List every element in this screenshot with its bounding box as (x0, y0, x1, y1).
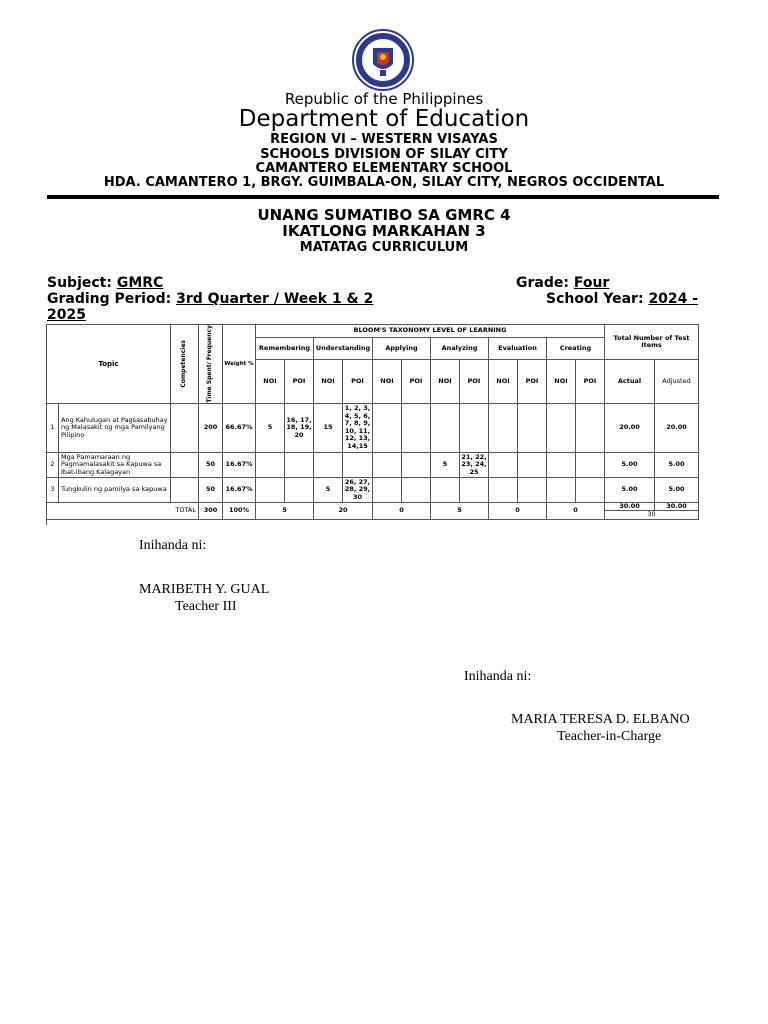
understanding-noi: 15 (314, 403, 343, 452)
creating-noi (547, 452, 576, 477)
topic-cell: Ang Kahulugan at Pagsasabuhay ng Malasakit ng mga Pamilyang Pilipino (59, 403, 171, 452)
header-divider (47, 195, 719, 199)
noi-header: NOI (431, 360, 460, 404)
poi-header: POI (460, 360, 489, 404)
remembering-noi: 5 (256, 403, 285, 452)
competencies-cell (171, 403, 199, 452)
evaluation-poi (518, 477, 547, 502)
school-year-value: 2024 - (648, 291, 699, 307)
total-weight: 100% (223, 502, 256, 519)
noi-header: NOI (314, 360, 343, 404)
time-cell: 200 (199, 403, 223, 452)
noi-header: NOI (547, 360, 576, 404)
address-line: HDA. CAMANTERO 1, BRGY. GUIMBALA-ON, SILAY CITY, NEGROS OCCIDENTAL (103, 175, 665, 190)
evaluation-poi (518, 452, 547, 477)
time-cell: 50 (199, 452, 223, 477)
creating-header: Creating (547, 337, 605, 360)
actual-cell: 5.00 (605, 477, 655, 502)
school-year-info (546, 291, 698, 307)
noted-by-label: Inihanda ni: (464, 669, 532, 684)
noter-name: MARIA TERESA D. ELBANO (511, 712, 690, 727)
noi-header: NOI (489, 360, 518, 404)
applying-poi (402, 452, 431, 477)
region-line: REGION VI – WESTERN VISAYAS (270, 132, 498, 147)
total-label: TOTAL (47, 502, 199, 519)
analyzing-noi (431, 403, 460, 452)
applying-header: Applying (373, 337, 431, 360)
school-year-cont (47, 307, 86, 323)
row-number: 3 (47, 477, 59, 502)
remembering-header: Remembering (256, 337, 314, 360)
competencies-header: Competencies (171, 325, 199, 404)
preparer-title: Teacher III (175, 599, 237, 614)
poi-header: POI (402, 360, 431, 404)
grading-period-info (47, 291, 373, 307)
understanding-poi: 26, 27, 28, 29, 30 (343, 477, 373, 502)
creating-noi (547, 477, 576, 502)
applying-noi (373, 452, 402, 477)
subject-label: Subject: (47, 275, 112, 291)
total-adjusted: 30.00 (655, 502, 699, 510)
understanding-noi: 5 (314, 477, 343, 502)
overall-total: 30 (605, 511, 699, 519)
applying-poi (402, 477, 431, 502)
total-items-header: Total Number of Test Items (605, 325, 699, 360)
analyzing-header: Analyzing (431, 337, 489, 360)
applying-poi (402, 403, 431, 452)
remembering-noi (256, 477, 285, 502)
topic-cell: Tungkulin ng pamilya sa kapuwa (59, 477, 171, 502)
evaluation-noi (489, 452, 518, 477)
grade-info (516, 275, 609, 291)
subject-info (47, 275, 163, 291)
creating-poi (576, 452, 605, 477)
poi-header: POI (285, 360, 314, 404)
adjusted-cell: 20.00 (655, 403, 699, 452)
total-time: 300 (199, 502, 223, 519)
table-row (47, 452, 699, 477)
division-line: SCHOOLS DIVISION OF SILAY CITY (260, 147, 508, 162)
adjusted-cell: 5.00 (655, 477, 699, 502)
deped-seal-logo (347, 28, 419, 92)
blooms-header: BLOOM'S TAXONOMY LEVEL OF LEARNING (256, 325, 605, 338)
poi-header: POI (518, 360, 547, 404)
noi-header: NOI (373, 360, 402, 404)
analyzing-poi (460, 403, 489, 452)
poi-header: POI (576, 360, 605, 404)
total-actual: 30.00 (605, 502, 655, 510)
topic-header: Topic (47, 325, 171, 404)
actual-cell: 20.00 (605, 403, 655, 452)
understanding-header: Understanding (314, 337, 373, 360)
grading-period-value: 3rd Quarter / Week 1 & 2 (176, 291, 374, 307)
adjusted-header: Adjusted (655, 360, 699, 404)
prepared-by-label: Inihanda ni: (139, 538, 207, 553)
weight-cell: 16.67% (223, 452, 256, 477)
evaluation-noi (489, 403, 518, 452)
weight-cell: 16.67% (223, 477, 256, 502)
competencies-cell (171, 452, 199, 477)
creating-noi (547, 403, 576, 452)
grade-label: Grade: (516, 275, 569, 291)
total-understanding: 20 (314, 502, 373, 519)
creating-poi (576, 403, 605, 452)
grading-period-label: Grading Period: (47, 291, 172, 307)
total-row (47, 502, 699, 510)
actual-header: Actual (605, 360, 655, 404)
school-line: CAMANTERO ELEMENTARY SCHOOL (255, 161, 513, 176)
preparer-name: MARIBETH Y. GUAL (139, 582, 270, 597)
row-number: 1 (47, 403, 59, 452)
evaluation-noi (489, 477, 518, 502)
school-year-label: School Year: (546, 291, 644, 307)
time-cell: 50 (199, 477, 223, 502)
remembering-poi: 16, 17, 18, 19, 20 (285, 403, 314, 452)
understanding-noi (314, 452, 343, 477)
remembering-poi (285, 452, 314, 477)
evaluation-header: Evaluation (489, 337, 547, 360)
total-evaluation: 0 (489, 502, 547, 519)
analyzing-poi: 21, 22, 23, 24, 25 (461, 452, 487, 476)
curriculum-title: MATATAG CURRICULUM (299, 240, 469, 255)
applying-noi (373, 477, 402, 502)
school-year-value-cont: 2025 (47, 307, 86, 323)
total-analyzing: 5 (431, 502, 489, 519)
subject-value: GMRC (116, 275, 164, 291)
remembering-poi (285, 477, 314, 502)
grade-value: Four (573, 275, 610, 291)
weight-header: Weight % (223, 325, 256, 404)
department-name: Department of Education (238, 106, 530, 132)
noter-title: Teacher-in-Charge (557, 729, 662, 744)
creating-poi (576, 477, 605, 502)
actual-cell: 5.00 (605, 452, 655, 477)
spacer-row (47, 519, 699, 525)
analyzing-noi (431, 477, 460, 502)
total-remembering: 5 (256, 502, 314, 519)
weight-cell: 66.67% (223, 403, 256, 452)
understanding-poi (343, 452, 373, 477)
table-row (47, 477, 699, 502)
time-spent-header: Time Spent/ Frequency (199, 325, 223, 404)
competencies-cell (171, 477, 199, 502)
adjusted-cell: 5.00 (655, 452, 699, 477)
analyzing-poi (460, 477, 489, 502)
poi-header: POI (343, 360, 373, 404)
row-number: 2 (47, 452, 59, 477)
total-creating: 0 (547, 502, 605, 519)
remembering-noi (256, 452, 285, 477)
analyzing-noi: 5 (431, 452, 460, 477)
test-title: UNANG SUMATIBO SA GMRC 4 (257, 206, 511, 224)
total-applying: 0 (373, 502, 431, 519)
quarter-title: IKATLONG MARKAHAN 3 (282, 222, 486, 240)
applying-noi (373, 403, 402, 452)
table-row (47, 403, 699, 452)
understanding-poi: 1, 2, 3, 4, 5, 6, 7, 8, 9, 10, 11, 12, 13, 14,15 (343, 403, 373, 452)
topic-cell: Mga Pamamaraan ng Pagmamalasakit sa Kapuwa sa Ibat-ibang Kalagayan (59, 452, 171, 477)
table-of-specifications (46, 324, 699, 525)
noi-header: NOI (256, 360, 285, 404)
republic-line: Republic of the Philippines (284, 90, 484, 108)
evaluation-poi (518, 403, 547, 452)
